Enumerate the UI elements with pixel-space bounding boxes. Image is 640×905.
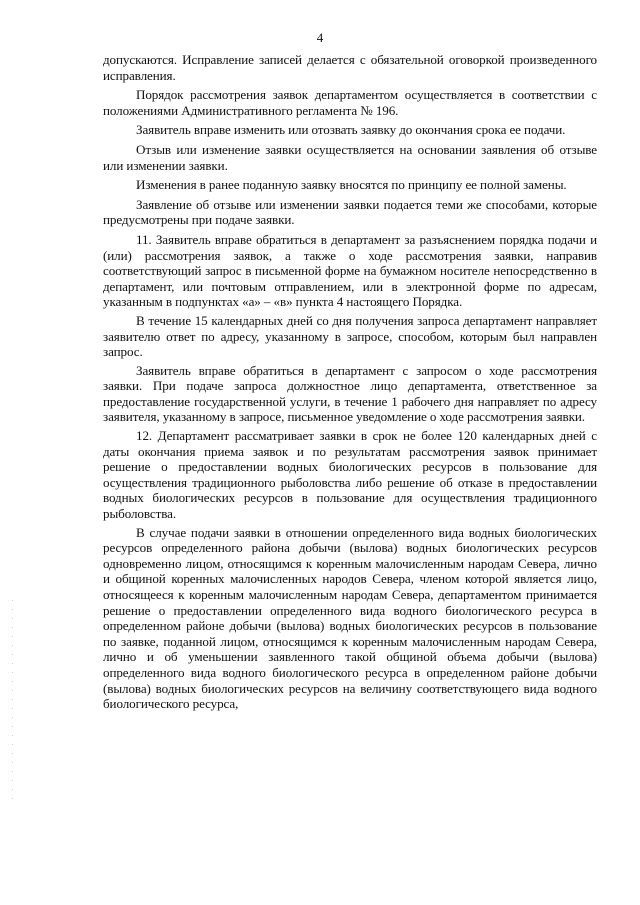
paragraph-item-12: 12. Департамент рассматривает заявки в срок не более 120 календарных дней с даты окончания приема заявок и по результатам рассмотрения заявок принимает решение о предоставлении водных биологических ресурсов в пользование для осуществления традиционного рыболовства либо решение об отказе в предоставлении водных биологических ресурсов в пользование для осуществления традиционного рыболовства.: [103, 428, 597, 522]
paragraph-change-or-withdraw: Заявитель вправе изменить или отозвать заявку до окончания срока ее подачи.: [136, 122, 566, 138]
paragraph-item-11: 11. Заявитель вправе обратиться в департамент за разъяснением порядка подачи и (или) рассмотрения заявок, а также о ходе рассмотрения заявки, направив соответствующий запрос в письменной форме на бумажном носителе непосредственно в департамент, или почтовым отправлением, или в электронной форме по адресам, указанным в подпунктах «а» – «в» пункта 4 настоящего Порядка.: [103, 231, 597, 310]
paragraph-withdrawal-basis: Отзыв или изменение заявки осуществляется на основании заявления об отзыве или изменении заявки.: [103, 141, 597, 173]
paragraph-review-procedure: Порядок рассмотрения заявок департаментом осуществляется в соответствии с положениями Административного регламента № 196.: [103, 87, 597, 118]
paragraph-response-term: В течение 15 календарных дней со дня получения запроса департамент направляет заявителю ответ по адресу, указанному в запросе, способом, которым был направлен запрос.: [103, 312, 597, 360]
scan-artifact-dots: [12, 600, 13, 800]
paragraph-submission-methods: Заявление об отзыве или изменении заявки подается теми же способами, которые предусмотрены при подаче заявки.: [103, 196, 597, 228]
paragraph-status-request: Заявитель вправе обратиться в департамент с запросом о ходе рассмотрения заявки. При подаче запроса должностное лицо департамента, ответственное за предоставление государственной услуги, в течение 1 рабочего дня направляет по адресу заявителя, указанному в запросе, письменное уведомление о ходе рассмотрения заявки.: [103, 362, 597, 425]
page-number: 4: [316, 30, 324, 45]
paragraph-full-replacement: Изменения в ранее поданную заявку вносятся по принципу ее полной замены.: [136, 177, 567, 193]
paragraph-simultaneous-applications: В случае подачи заявки в отношении определенного вида водных биологических ресурсов определенного района добычи (вылова) водных биологических ресурсов одновременно лицом, относящимся к коренным малочисленным народам Севера, лично и общиной коренных малочисленных народов Севера, членом которой является лицо, относящееся к коренным малочисленным народам Севера, департаментом принимается решение о предоставлении определенного вида водного биологического ресурса в определенном районе добычи (вылова) водных биологических ресурсов в пользование по заявке, поданной лицом, относящимся к коренным малочисленным народам Севера, лично и об уменьшении заявленного такой общиной объема добычи (вылова) определенного вида водного биологического ресурса в определенном районе добычи (вылова) водных биологических ресурсов на величину соответствующего вида водного биологического ресурса,: [103, 524, 597, 712]
paragraph-corrections: допускаются. Исправление записей делается с обязательной оговоркой произведенного исправления.: [103, 52, 597, 83]
document-body: [103, 52, 597, 715]
